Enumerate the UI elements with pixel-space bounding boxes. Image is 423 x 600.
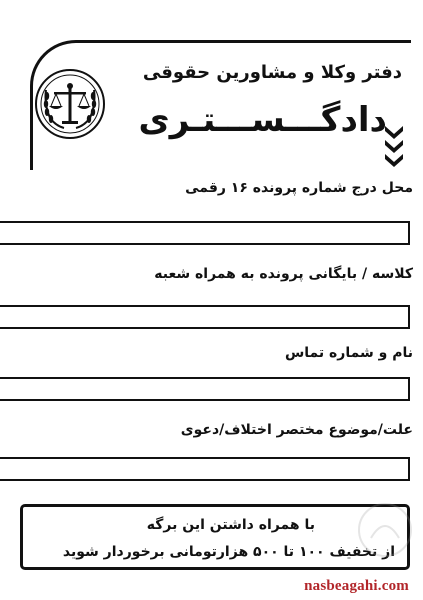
- watermark-logo: [355, 500, 415, 560]
- chevron-down-icon: [382, 122, 406, 170]
- dispute-subject-field[interactable]: [0, 457, 410, 481]
- archive-branch-label: کلاسه / بایگانی پرونده به همراه شعبه: [154, 266, 413, 282]
- case-number-field[interactable]: [0, 221, 410, 245]
- scales-of-justice-icon: [34, 68, 106, 140]
- name-phone-label: نام و شماره تماس: [284, 345, 413, 361]
- notice-line-1: با همراه داشتن این برگه: [146, 517, 315, 533]
- case-number-label: محل درج شماره پرونده ۱۶ رقمی: [185, 180, 413, 196]
- name-phone-field[interactable]: [0, 377, 410, 401]
- firm-name: دفتر وکلا و مشاورین حقوقی: [142, 62, 402, 83]
- courthouse-title: دادگـــســـتـری: [138, 100, 387, 140]
- notice-line-2: از تخفیف ۱۰۰ تا ۵۰۰ هزارتومانی برخوردار شوید: [62, 544, 395, 560]
- dispute-subject-label: علت/موضوع مختصر اختلاف/دعوی: [180, 422, 413, 438]
- discount-notice: [20, 504, 410, 570]
- archive-branch-field[interactable]: [0, 305, 410, 329]
- website-link[interactable]: nasbeagahi.com: [304, 578, 409, 594]
